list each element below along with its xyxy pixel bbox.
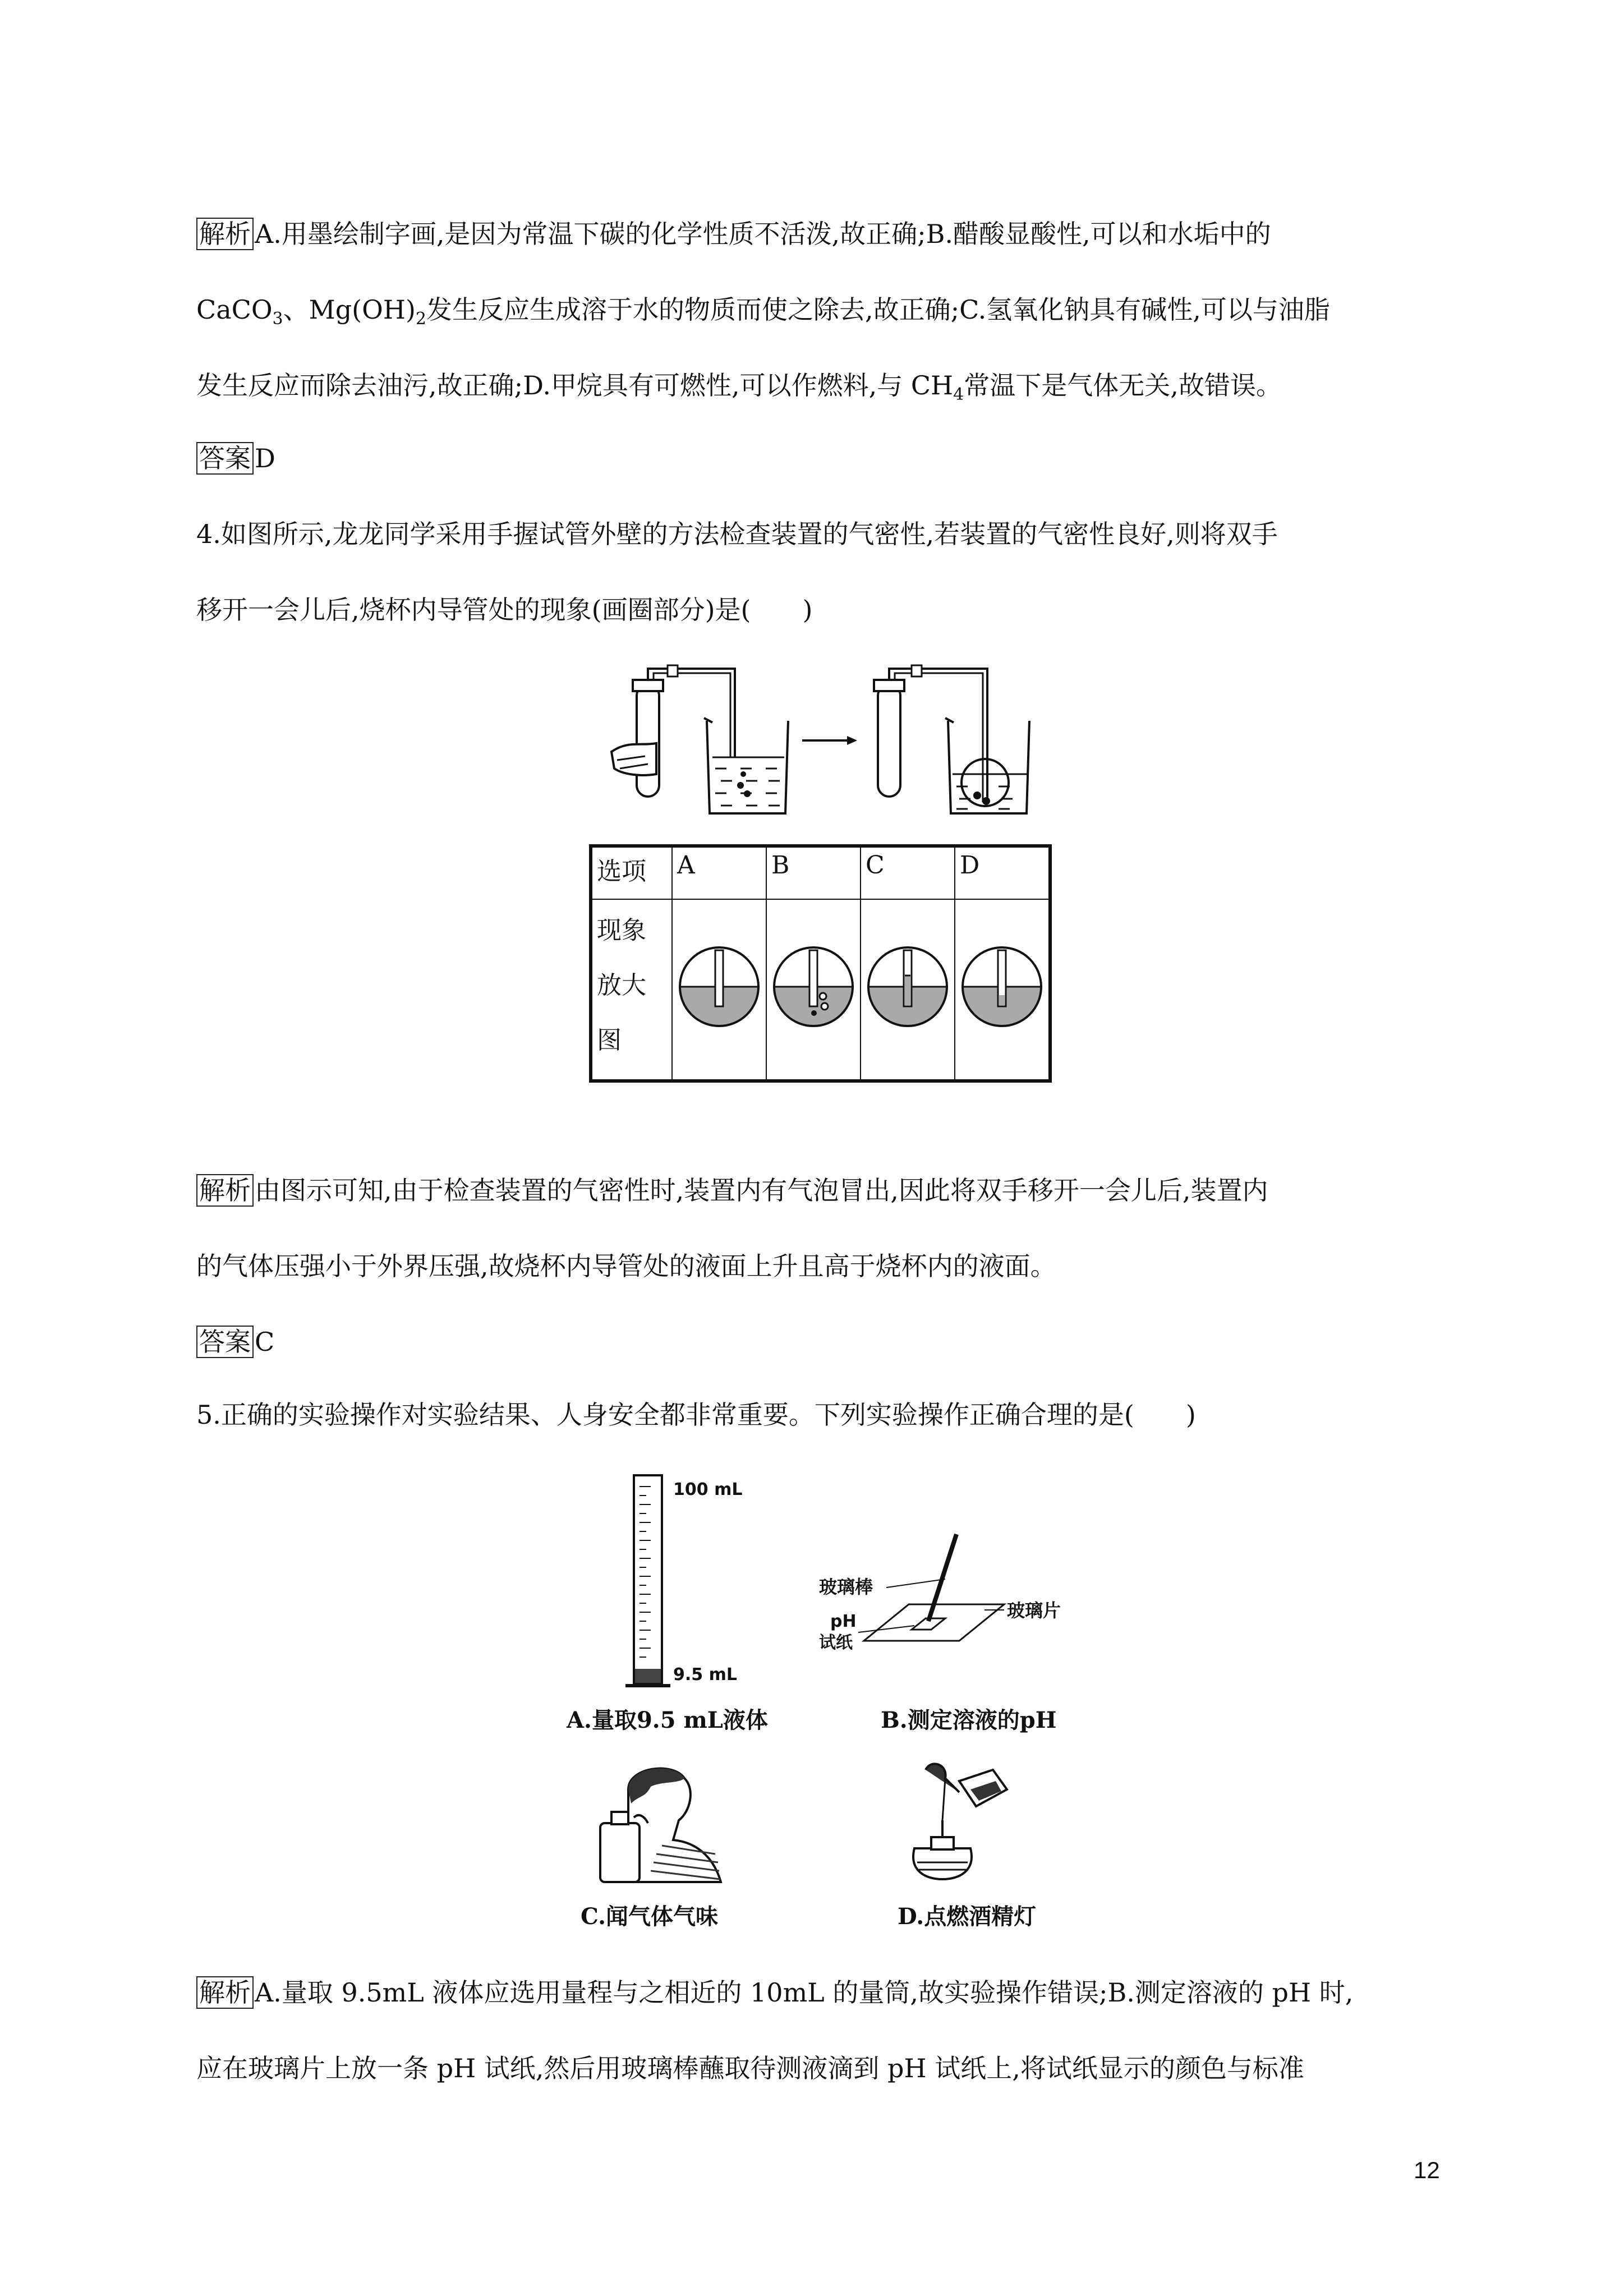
ph-test-figure: [819, 1526, 1088, 1677]
test-paper-label: 试纸: [819, 1633, 853, 1653]
airtightness-apparatus-figure: [606, 662, 1038, 825]
q3-text-mgoh: 、Mg(OH): [283, 295, 416, 325]
caption-c: C.闻气体气味: [581, 1903, 719, 1930]
q5-analysis-text-1: A.量取 9.5mL 液体应选用量程与之相近的 10mL 的量筒,故实验操作错误;B.测定溶液的 pH 时,: [255, 1977, 1354, 2008]
answer-tag: 答案: [196, 442, 254, 475]
option-c-image: [861, 899, 955, 1081]
q3-text-ch: 发生反应而除去油污,故正确;D.甲烷具有可燃性,可以作燃料,与 CH: [196, 370, 954, 401]
caption-a: A.量取9.5 mL液体: [567, 1707, 768, 1733]
option-d-circle-icon: [960, 945, 1044, 1029]
q3-analysis-line-2: [196, 292, 1330, 337]
page-number: 12: [1414, 2157, 1440, 2183]
row-label-2: 放大: [597, 971, 646, 1000]
q3-sub-4: 4: [953, 385, 964, 405]
caption-d: D.点燃酒精灯: [898, 1903, 1037, 1930]
cylinder-top-label: 100 mL: [673, 1480, 743, 1499]
q3-text-end: 常温下是气体无关,故错误。: [964, 370, 1282, 401]
graduated-cylinder-figure: [623, 1470, 769, 1694]
q3-analysis-line-3: [196, 367, 1282, 413]
q4-stem-line-1: 4.如图所示,龙龙同学采用手握试管外壁的方法检查装置的气密性,若装置的气密性良好,则将双手: [196, 519, 1278, 549]
q4-analysis-line-1: [196, 1172, 1268, 1208]
option-d-header: D: [955, 846, 1050, 899]
q4-answer-value: C: [255, 1327, 275, 1357]
table-row-label: [591, 899, 672, 1081]
ph-label: pH: [830, 1612, 857, 1631]
q4-stem-line-2: 移开一会儿后,烧杯内导管处的现象(画圈部分)是( ): [196, 595, 813, 625]
option-a-circle-icon: [677, 945, 761, 1029]
q3-sub-3: 3: [272, 309, 283, 329]
option-c-circle-icon: [866, 945, 950, 1029]
q4-options-table: [589, 844, 1052, 1083]
q5-stem-line-1: 5.正确的实验操作对实验结果、人身安全都非常重要。下列实验操作正确合理的是( ): [196, 1400, 1196, 1430]
analysis-tag: 解析: [196, 1976, 254, 2009]
glass-slide-label: 玻璃片: [1007, 1600, 1061, 1621]
caption-b: B.测定溶液的pH: [881, 1707, 1057, 1733]
q3-analysis-text-1: A.用墨绘制字画,是因为常温下碳的化学性质不活泼,故正确;B.醋酸显酸性,可以和水垢中的: [255, 219, 1271, 249]
q5-analysis-line-2: 应在玻璃片上放一条 pH 试纸,然后用玻璃棒蘸取待测液滴到 pH 试纸上,将试纸显示的颜色与标准: [196, 2053, 1304, 2083]
analysis-tag: 解析: [196, 1174, 254, 1207]
table-header-label: 选项: [591, 846, 672, 899]
cylinder-bottom-label: 9.5 mL: [673, 1665, 737, 1685]
q5-analysis-line-1: [196, 1975, 1353, 2010]
q4-analysis-text-1: 由图示可知,由于检查装置的气密性时,装置内有气泡冒出,因此将双手移开一会儿后,装置内: [255, 1175, 1268, 1205]
option-b-header: B: [766, 846, 861, 899]
q3-text-caco: CaCO: [196, 295, 273, 325]
option-b-image: [766, 899, 861, 1081]
q3-text-rest: 发生反应生成溶于水的物质而使之除去,故正确;C.氢氧化钠具有碱性,可以与油脂: [426, 295, 1330, 325]
option-a-header: A: [672, 846, 766, 899]
q3-answer-value: D: [255, 443, 275, 473]
q3-analysis-line-1: [196, 216, 1271, 252]
q4-analysis-line-2: 的气体压强小于外界压强,故烧杯内导管处的液面上升且高于烧杯内的液面。: [196, 1251, 1056, 1281]
option-d-image: [955, 899, 1050, 1081]
answer-tag: 答案: [196, 1326, 254, 1358]
q3-sub-2: 2: [415, 309, 426, 329]
smell-gas-figure: [595, 1756, 724, 1885]
q4-answer-line: [196, 1324, 274, 1360]
option-c-header: C: [861, 846, 955, 899]
row-label-1: 现象: [597, 916, 646, 945]
glass-rod-label: 玻璃棒: [819, 1576, 873, 1598]
alcohol-lamp-figure: [892, 1759, 1021, 1888]
row-label-3: 图: [597, 1026, 622, 1055]
option-a-image: [672, 899, 766, 1081]
option-b-circle-icon: [771, 945, 855, 1029]
q3-answer-line: [196, 440, 275, 476]
analysis-tag: 解析: [196, 218, 254, 250]
